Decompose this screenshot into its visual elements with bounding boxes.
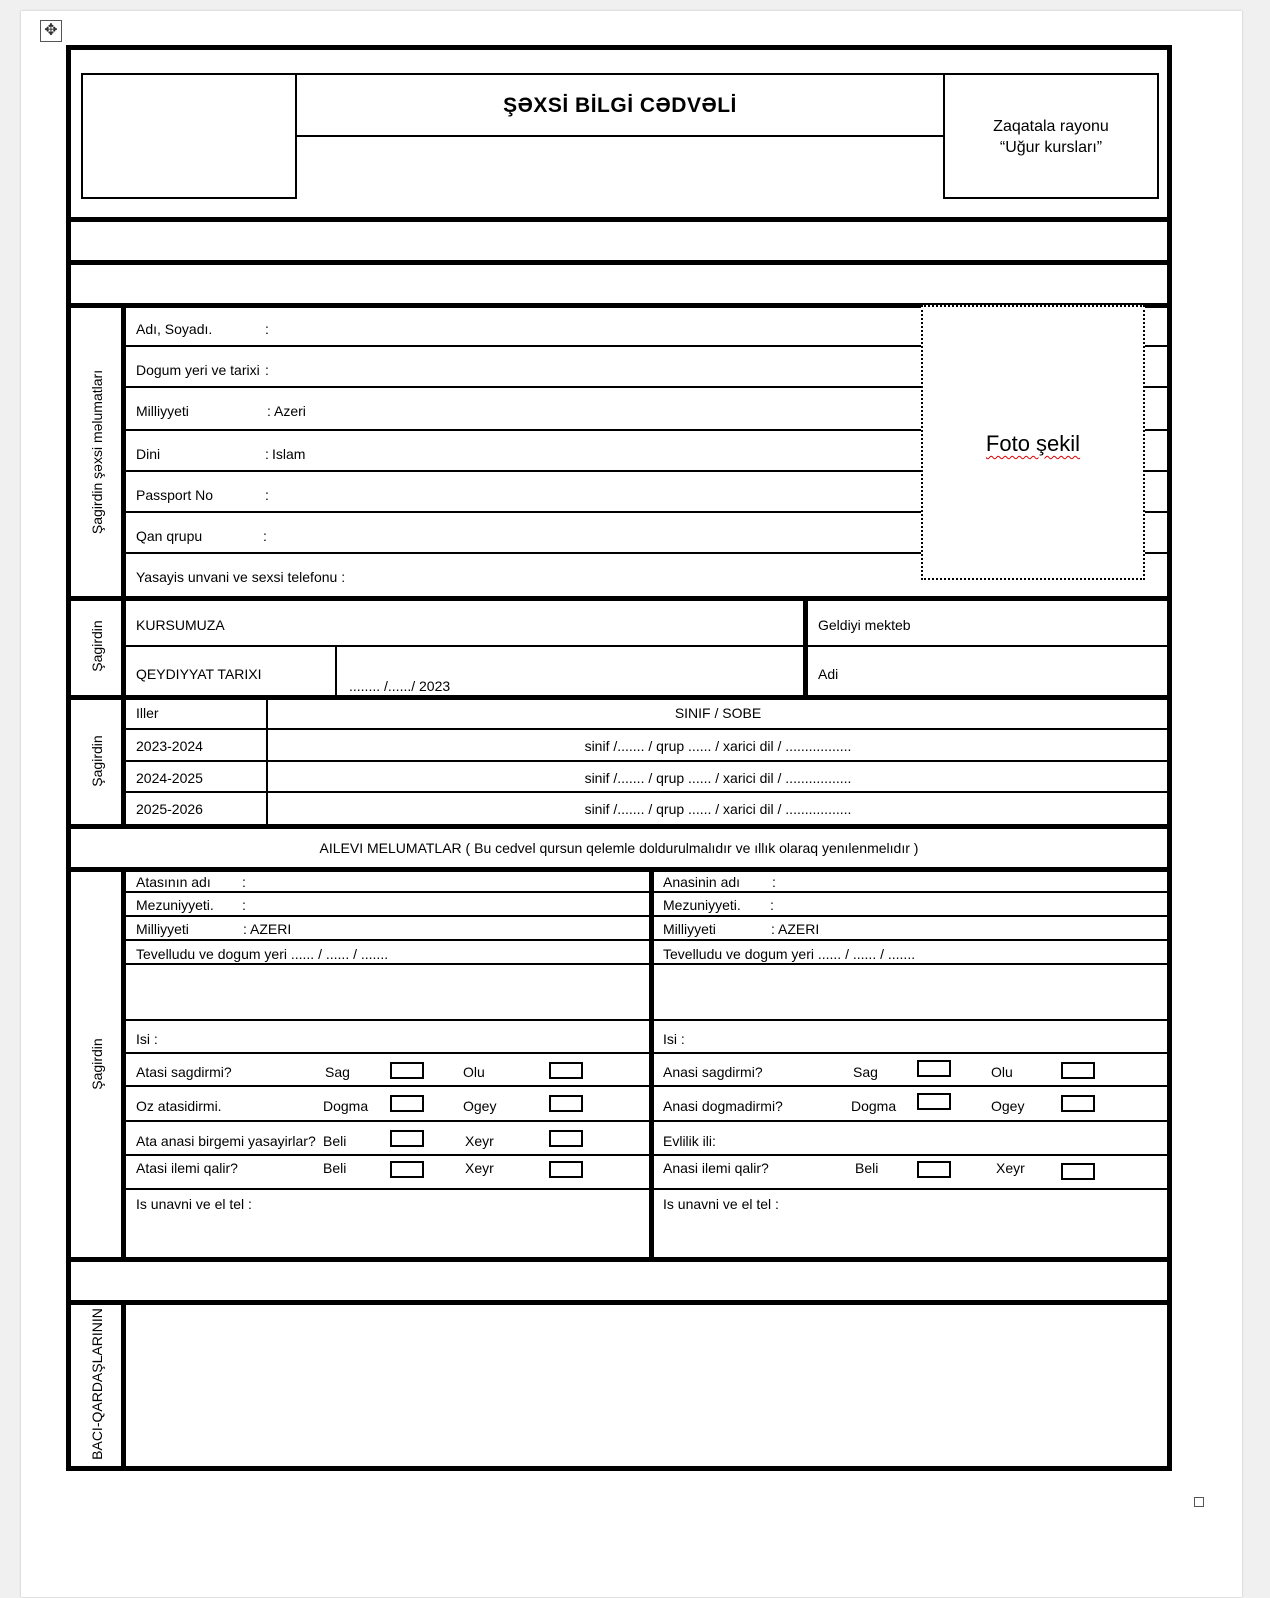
class-row-3[interactable]: sinif /....... / qrup ...... / xarici dil / ................. xyxy=(584,801,852,817)
nationality-value[interactable]: Azeri xyxy=(274,403,306,419)
father-alive-question: Atasi sagdirmi? xyxy=(136,1064,232,1080)
mother-family-checkbox-a[interactable] xyxy=(917,1161,951,1178)
marriage-year-label: Evlilik ili: xyxy=(663,1133,716,1149)
mother-own-question: Anasi dogmadirmi? xyxy=(663,1098,783,1114)
mother-own-option-a: Dogma xyxy=(851,1098,897,1114)
parents-together-question: Ata anasi birgemi yasayirlar? xyxy=(136,1133,316,1149)
mother-family-question: Anasi ilemi qalir? xyxy=(663,1160,769,1176)
mother-alive-option-a: Sag xyxy=(853,1064,878,1080)
table-move-handle-icon[interactable]: ✥ xyxy=(40,20,62,42)
father-job-label: Isi : xyxy=(136,1031,158,1047)
religion-label: Dini xyxy=(136,446,161,462)
parents-together-checkbox-b[interactable] xyxy=(549,1130,583,1147)
registration-date-label: QEYDIYYAT TARIXI xyxy=(136,666,262,682)
org-name: Zaqatala rayonu xyxy=(993,118,1109,135)
nationality-colon: : xyxy=(267,403,271,419)
religion-colon: : xyxy=(265,446,269,462)
year-row-2: 2024-2025 xyxy=(136,770,203,786)
address-label: Yasayis unvani ve sexsi telefonu : xyxy=(136,569,346,585)
year-row-3: 2025-2026 xyxy=(136,801,203,817)
father-own-option-b: Ogey xyxy=(463,1098,497,1114)
class-col-header: SINIF / SOBE xyxy=(674,705,762,721)
father-birth-label: Tevelludu ve dogum yeri ...... / ...... / ....... xyxy=(136,946,389,962)
father-work-label: Is unavni ve el tel : xyxy=(136,1196,252,1212)
father-alive-checkbox-a[interactable] xyxy=(390,1062,424,1079)
mother-nationality-value[interactable]: : AZERI xyxy=(771,921,820,937)
registration-date-value[interactable]: ........ /....../ 2023 xyxy=(349,678,451,694)
page-title: ŞƏXSİ BİLGİ CƏDVƏLİ xyxy=(503,94,737,117)
org-course: “Uğur kursları” xyxy=(999,139,1103,156)
mother-alive-option-b: Olu xyxy=(991,1064,1013,1080)
previous-school-label: Geldiyi mekteb xyxy=(818,617,911,633)
father-family-option-b: Xeyr xyxy=(465,1160,494,1176)
blood-label: Qan qrupu xyxy=(136,528,203,544)
mother-name-colon: : xyxy=(772,874,776,890)
father-nationality-label: Milliyyeti xyxy=(136,921,189,937)
father-name-label: Atasının adı xyxy=(136,874,211,890)
family-section-label: Şagirdin xyxy=(89,1038,105,1090)
mother-alive-question: Anasi sagdirmi? xyxy=(663,1064,763,1080)
enrollment-section-label: Şagirdin xyxy=(89,620,105,672)
siblings-section-label: BACI-QARDAŞLARININ xyxy=(89,1308,105,1460)
blood-colon: : xyxy=(263,528,267,544)
years-col-header: Iller xyxy=(136,705,159,721)
father-alive-option-a: Sag xyxy=(325,1064,350,1080)
parents-together-checkbox-a[interactable] xyxy=(390,1130,424,1147)
mother-name-label: Anasinin adı xyxy=(663,874,741,890)
name-colon: : xyxy=(265,321,269,337)
mother-own-checkbox-b[interactable] xyxy=(1061,1095,1095,1112)
father-own-checkbox-a[interactable] xyxy=(390,1095,424,1112)
photo-label: Foto şekil xyxy=(985,431,1081,456)
year-row-1: 2023-2024 xyxy=(136,738,203,754)
class-row-1[interactable]: sinif /....... / qrup ...... / xarici dil / ................. xyxy=(584,738,852,754)
father-name-colon: : xyxy=(242,874,246,890)
father-own-option-a: Dogma xyxy=(323,1098,369,1114)
mother-nationality-label: Milliyyeti xyxy=(663,921,716,937)
personal-section-label: Şagirdin şəxsi məlumatları xyxy=(89,369,105,535)
mother-alive-checkbox-a[interactable] xyxy=(917,1060,951,1077)
years-section-label: Şagirdin xyxy=(89,735,105,787)
mother-family-option-a: Beli xyxy=(855,1160,879,1176)
father-alive-option-b: Olu xyxy=(463,1064,485,1080)
religion-value[interactable]: Islam xyxy=(272,446,306,462)
mother-work-label: Is unavni ve el tel : xyxy=(663,1196,779,1212)
mother-education-label: Mezuniyyeti. xyxy=(663,897,741,913)
kursumuza-label: KURSUMUZA xyxy=(136,617,225,633)
school-name-label: Adi xyxy=(818,666,839,682)
passport-colon: : xyxy=(265,487,269,503)
logo-box xyxy=(81,73,297,199)
birth-label: Dogum yeri ve tarixi xyxy=(136,362,260,378)
father-family-question: Atasi ilemi qalir? xyxy=(136,1160,238,1176)
mother-alive-checkbox-b[interactable] xyxy=(1061,1062,1095,1079)
father-education-label: Mezuniyyeti. xyxy=(136,897,214,913)
table-resize-handle-icon[interactable] xyxy=(1194,1497,1204,1507)
mother-family-option-b: Xeyr xyxy=(996,1160,1025,1176)
father-nationality-value[interactable]: : AZERI xyxy=(243,921,292,937)
nationality-label: Milliyyeti xyxy=(136,403,189,419)
father-education-colon: : xyxy=(242,897,246,913)
father-alive-checkbox-b[interactable] xyxy=(549,1062,583,1079)
passport-label: Passport No xyxy=(136,487,214,503)
mother-family-checkbox-b[interactable] xyxy=(1061,1163,1095,1180)
father-family-checkbox-b[interactable] xyxy=(549,1161,583,1178)
class-row-2[interactable]: sinif /....... / qrup ...... / xarici dil / ................. xyxy=(584,770,852,786)
mother-job-label: Isi : xyxy=(663,1031,685,1047)
mother-education-colon: : xyxy=(770,897,774,913)
mother-own-checkbox-a[interactable] xyxy=(917,1093,951,1110)
father-family-checkbox-a[interactable] xyxy=(390,1161,424,1178)
father-own-question: Oz atasidirmi. xyxy=(136,1098,222,1114)
father-family-option-a: Beli xyxy=(323,1160,347,1176)
mother-own-option-b: Ogey xyxy=(991,1098,1025,1114)
parents-together-option-b: Xeyr xyxy=(465,1133,494,1149)
birth-colon: : xyxy=(265,362,269,378)
mother-birth-label: Tevelludu ve dogum yeri ...... / ...... / ....... xyxy=(663,946,916,962)
family-heading: AILEVI MELUMATLAR ( Bu cedvel qursun qelemle doldurulmalıdır ve ıllık olaraq yenılenmelıdır ) xyxy=(319,840,919,856)
parents-together-option-a: Beli xyxy=(323,1133,347,1149)
name-label: Adı, Soyadı. xyxy=(136,321,213,337)
father-own-checkbox-b[interactable] xyxy=(549,1095,583,1112)
